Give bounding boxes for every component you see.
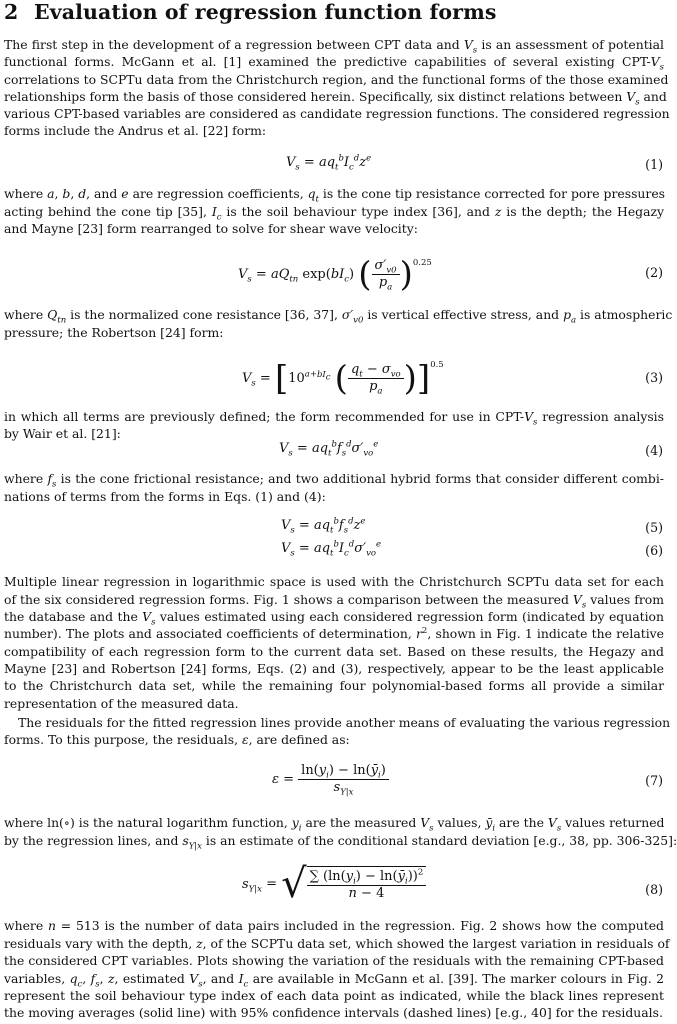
p3-line: pressure; the Robertson [24] form: bbox=[4, 325, 224, 340]
p8-line: where ln(∘) is the natural logarithm function, $y_i$ are the measured $V_s$ values, $ȳ_i$ are the $V_s$ values returned bbox=[4, 815, 665, 834]
p9-line: variables, $q_c$, $f_s$, z, estimated $V_s$, and $I_c$ are available in McGann et al. [39]. The marker colours in Fig. 2 bbox=[4, 971, 664, 990]
p6-line: to the Christchurch data set, while the remaining four polynomial-based forms all provide a similar bbox=[4, 678, 664, 693]
equation-number: (4) bbox=[645, 443, 663, 458]
p8-line: by the regression lines, and $s_{Y|x}$ is an estimate of the conditional standard deviation [e.g., 38, pp. 306-325]: bbox=[4, 833, 677, 852]
equation-2: $V_s = aQ_{tn}$ $\exp(bI_c)$ ( $\frac{\sigma'_{v0}}{p_a}$ )$^{0.25}$ bbox=[238, 254, 432, 295]
p1-line: correlations to SCPTu data from the Christchurch region, and the functional forms of the those examined bbox=[4, 72, 669, 87]
p1-line: relationships form the basis of those considered herein. Specifically, six distinct relations between $V_s$ and bbox=[4, 89, 667, 108]
p2-line: where a, b, d, and e are regression coefficients, $q_t$ is the cone tip resistance corrected for pore pressures bbox=[4, 186, 666, 205]
p6-line: compatibility of each regression form to the current data set. Based on these results, the Hegazy and bbox=[4, 644, 664, 659]
p1-line: The first step in the development of a regression between CPT data and $V_s$ is an assessment of potential bbox=[4, 37, 664, 56]
p3-line: where $Q_{tn}$ is the normalized cone resistance [36, 37], $\sigma'_{v0}$ is vertical effective stress, and $p_a$ is atmospheric bbox=[4, 307, 673, 326]
p2-line: and Mayne [23] form rearranged to solve for shear wave velocity: bbox=[4, 221, 418, 236]
p5-line: where $f_s$ is the cone frictional resistance; and two additional hybrid forms that consider different combi- bbox=[4, 471, 664, 490]
p1-line: forms include the Andrus et al. [22] form: bbox=[4, 123, 267, 138]
p1-line: functional forms. McGann et al. [1] examined the predictive capabilities of several existing CPT-$V_s$ bbox=[4, 54, 664, 73]
p9-line: the considered CPT variables. Plots showing the variation of the residuals with the remaining CPT-based bbox=[4, 953, 664, 968]
p6-line: the database and the $V_s$ values estimated using each considered regression form (indicated by equation bbox=[4, 609, 664, 628]
p6-line: of the six considered regression forms. Fig. 1 shows a comparison between the measured $V_s$ values from bbox=[4, 592, 664, 611]
equation-number: (3) bbox=[645, 370, 663, 385]
p9-line: represent the soil behaviour type index of each data point as indicated, while the black lines represent bbox=[4, 988, 664, 1003]
p6-line: representation of the measured data. bbox=[4, 696, 239, 711]
equation-1: $V_s = aq_t^bI_c^dz^e$ bbox=[286, 153, 372, 173]
p9-line: where n = 513 is the number of data pairs included in the regression. Fig. 2 shows how the computed bbox=[4, 918, 664, 933]
p6-line: Multiple linear regression in logarithmic space is used with the Christchurch SCPTu data set for each bbox=[4, 574, 664, 589]
p6-line: number). The plots and associated coefficients of determination, $r^2$, shown in Fig. 1 indicate the relative bbox=[4, 625, 664, 641]
equation-8: $s_{Y|x}$ = √ $\frac{\sum (\ln(y_i) - \ln(ȳ_i))^2}{n - 4}$ bbox=[242, 866, 426, 902]
p9-line: the moving averages (solid line) with 95% confidence intervals (dashed lines) [e.g., 40] for the residuals. bbox=[4, 1005, 663, 1020]
p4-line: in which all terms are previously defined; the form recommended for use in CPT-$V_s$ regression analysis bbox=[4, 409, 664, 428]
equation-7: ε = $\frac{\ln(y_i) - \ln(ȳ_i)}{s_{Y|x}}$ bbox=[272, 763, 389, 796]
p6-line: Mayne [23] and Robertson [24] forms, Eqs. (2) and (3), respectively, appear to be the least applicable bbox=[4, 661, 664, 676]
equation-3: $V_s = [10^{a+bI_c}$ ( $\frac{q_t - \sigma_{vo}}{p_a}$ )]$^{0.5}$ bbox=[242, 358, 444, 399]
equation-number: (1) bbox=[645, 157, 663, 172]
p7-line: The residuals for the fitted regression lines provide another means of evaluating the various regression bbox=[18, 715, 671, 730]
p2-line: acting behind the cone tip [35], $I_c$ is the soil behaviour type index [36], and z is the depth; the Hegazy bbox=[4, 204, 664, 223]
section-heading bbox=[4, 0, 497, 24]
section-title: Evaluation of regression function forms bbox=[34, 0, 497, 24]
equation-number: (6) bbox=[645, 543, 663, 558]
equation-6: $V_s = aq_t^bI_c^d\sigma'_{vo}^e$ bbox=[281, 539, 382, 559]
p1-line: various CPT-based variables are considered as candidate regression functions. The considered regression bbox=[4, 106, 670, 121]
section-number: 2 bbox=[4, 0, 19, 24]
p7-line: forms. To this purpose, the residuals, ε, are defined as: bbox=[4, 732, 350, 747]
equation-number: (2) bbox=[645, 265, 663, 280]
p4-line: by Wair et al. [21]: bbox=[4, 426, 121, 441]
equation-number: (8) bbox=[645, 882, 663, 897]
equation-5: $V_s = aq_t^bf_s^dz^e$ bbox=[281, 516, 366, 536]
p9-line: residuals vary with the depth, z, of the SCPTu data set, which showed the largest variation in residuals of bbox=[4, 936, 670, 951]
equation-number: (5) bbox=[645, 520, 663, 535]
equation-number: (7) bbox=[645, 773, 663, 788]
p5-line: nations of terms from the forms in Eqs. (1) and (4): bbox=[4, 489, 326, 504]
equation-4: $V_s = aq_t^bf_s^d\sigma'_{vo}^e$ bbox=[279, 439, 379, 459]
